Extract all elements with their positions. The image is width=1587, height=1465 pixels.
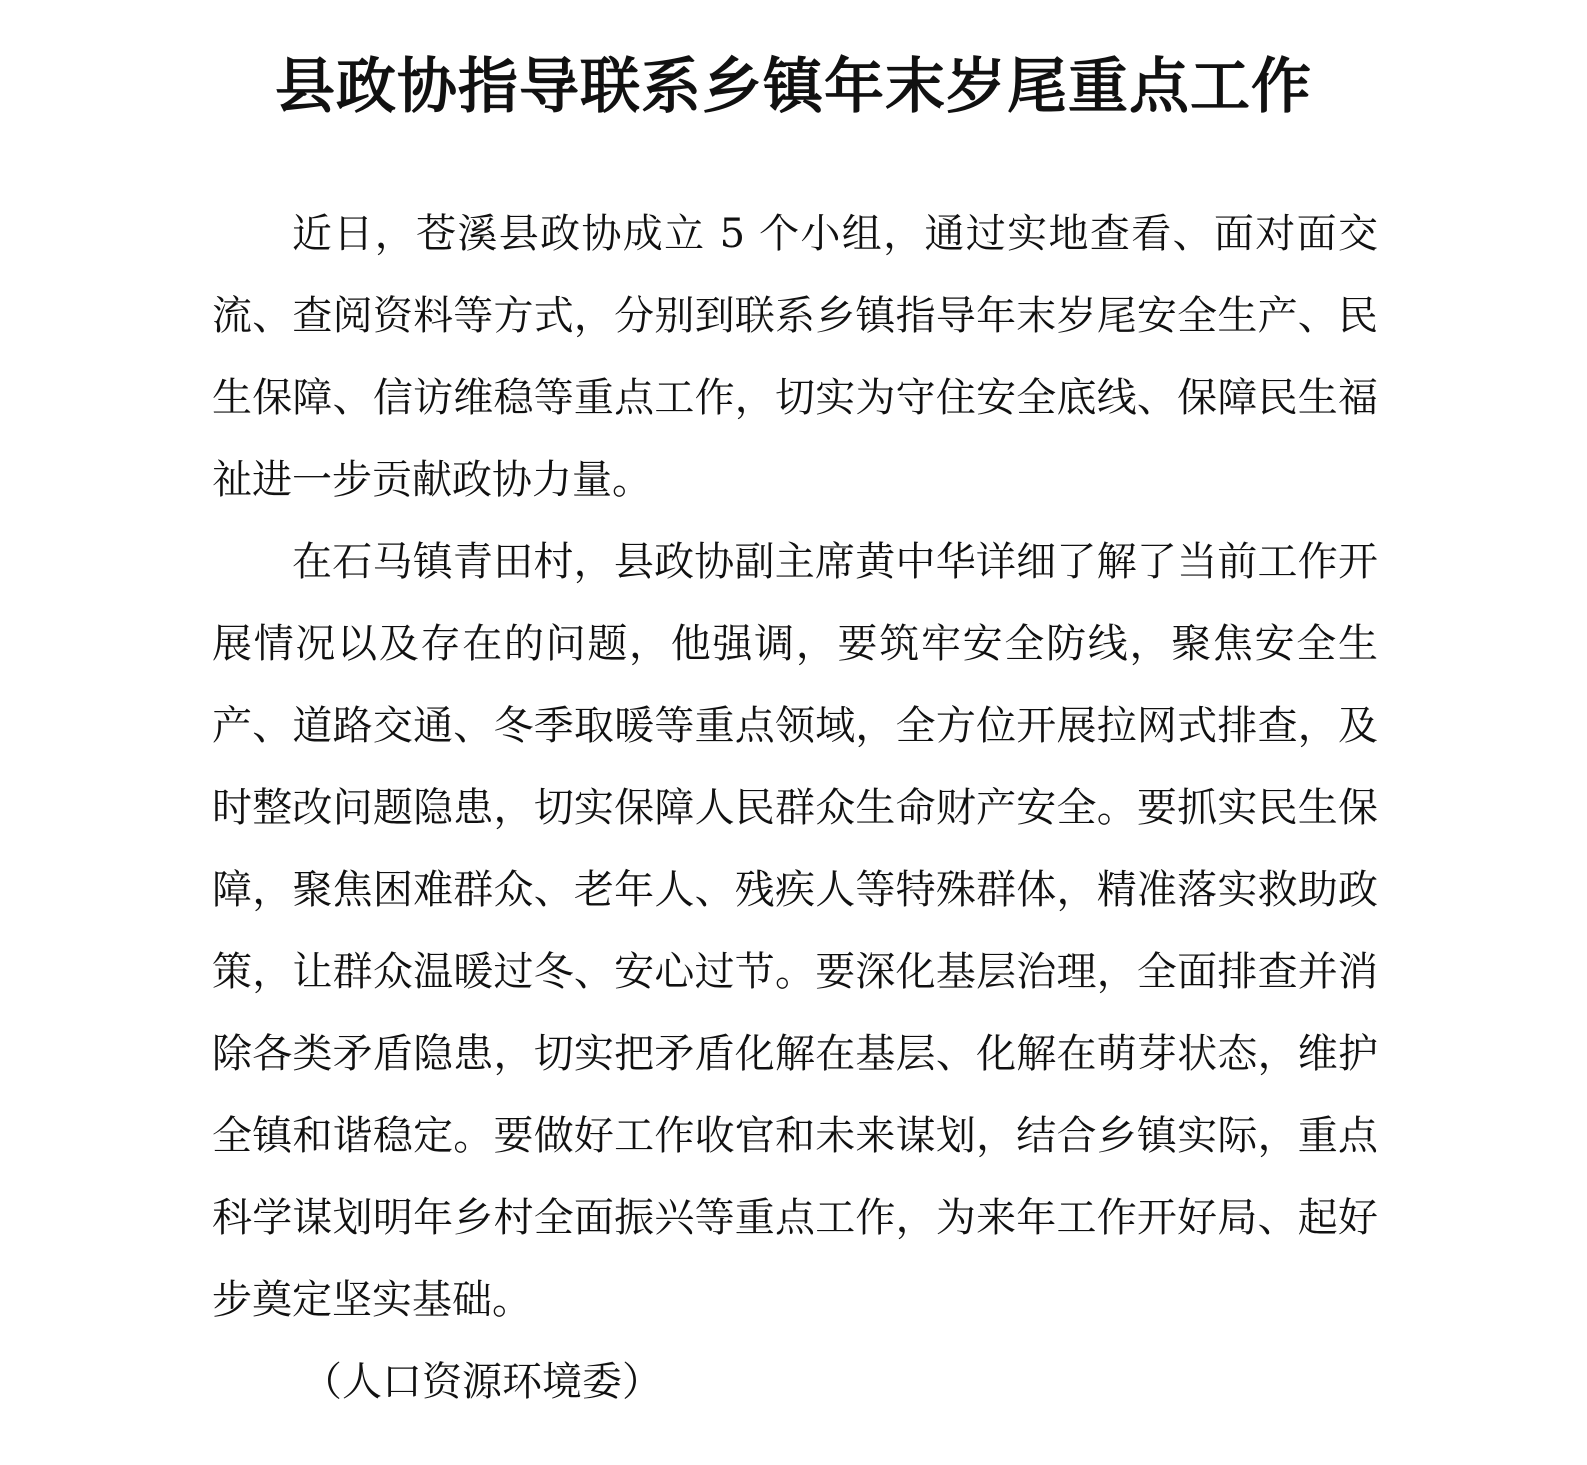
department-signature: （人口资源环境委） [302, 1359, 662, 1405]
document-title: 县政协指导联系乡镇年末岁尾重点工作 [275, 52, 1312, 123]
document-body [212, 193, 1378, 1423]
body-paragraph: 近日，苍溪县政协成立 5 个小组，通过实地查看、面对面交流、查阅资料等方式，分别到联系乡镇指导年末岁尾安全生产、民生保障、信访维稳等重点工作，切实为守住安全底线、保障民生福祉进一步贡献政协力量。 [212, 211, 1378, 503]
body-paragraph: 在石马镇青田村，县政协副主席黄中华详细了解了当前工作开展情况以及存在的问题，他强调，要筑牢安全防线，聚焦安全生产、道路交通、冬季取暖等重点领域，全方位开展拉网式排查，及时整改问题隐患，切实保障人民群众生命财产安全。要抓实民生保障，聚焦困难群众、老年人、残疾人等特殊群体，精准落实救助政策，让群众温暖过冬、安心过节。要深化基层治理，全面排查并消除各类矛盾隐患，切实把矛盾化解在基层、化解在萌芽状态，维护全镇和谐稳定。要做好工作收官和未来谋划，结合乡镇实际，重点科学谋划明年乡村全面振兴等重点工作，为来年工作开好局、起好步奠定坚实基础。 [212, 539, 1378, 1323]
